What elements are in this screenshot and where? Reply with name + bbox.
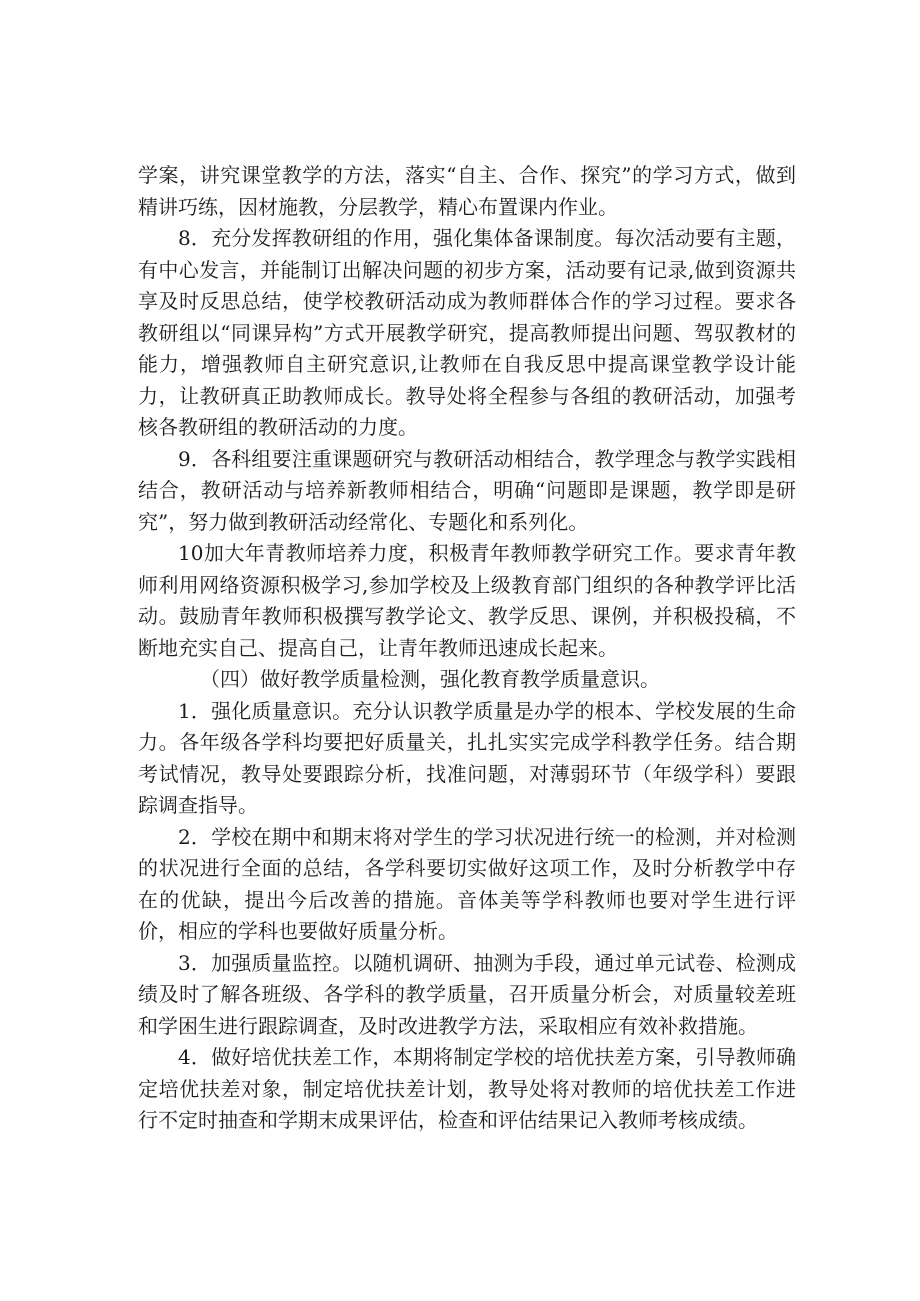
paragraph-item-9	[138, 444, 796, 539]
item-number: 4	[178, 1045, 191, 1069]
item-number: 2	[178, 824, 191, 849]
item-number: 10	[178, 541, 204, 565]
document-body	[138, 160, 796, 1137]
item-number: 9	[178, 446, 191, 471]
item-number: 1	[178, 698, 191, 723]
paragraph-text: ．做好培优扶差工作，本期将制定学校的培优扶差方案，引导教师确定培优扶差对象，制定培优扶差计划，教导处将对教师的培优扶差工作进行不定时抽查和学期末成果评估，检查和评估结果记入教师考核成绩。	[138, 1045, 796, 1132]
paragraph-item-2	[138, 822, 796, 948]
paragraph-text: 学案，讲究课堂教学的方法，落实“自主、合作、探究”的学习方式，做到精讲巧练，因材施教，分层教学，精心布置课内作业。	[138, 163, 796, 219]
paragraph-text: ．各科组要注重课题研究与教研活动相结合，教学理念与教学实践相结合，教研活动与培养新教师相结合，明确“问题即是课题，教学即是研究”，努力做到教研活动经常化、专题化和系列化。	[138, 446, 796, 534]
item-number: 3	[178, 950, 191, 975]
paragraph-text: 加大年青教师培养力度，积极青年教师教学研究工作。要求青年教师利用网络资源积极学习,参加学校及上级教育部门组织的各种教学评比活动。鼓励青年教师积极撰写教学论文、教学反思、课例，并积极投稿，不断地充实自己、提高自己，让青年教师迅速成长起来。	[138, 541, 796, 660]
paragraph-continuation	[138, 160, 796, 223]
section-heading-text: （四）做好教学质量检测，强化教育教学质量意识。	[200, 667, 660, 691]
paragraph-text: ．学校在期中和期末将对学生的学习状况进行统一的检测，并对检测的状况进行全面的总结，各学科要切实做好这项工作，及时分析教学中存在的优缺，提出今后改善的措施。音体美等学科教师也要对学生进行评价，相应的学科也要做好质量分析。	[138, 824, 796, 943]
paragraph-item-4	[138, 1042, 796, 1137]
paragraph-item-10	[138, 538, 796, 664]
paragraph-text: ．充分发挥教研组的作用，强化集体备课制度。每次活动要有主题，有中心发言，并能制订出解决问题的初步方案，活动要有记录,做到资源共享及时反思总结，使学校教研活动成为教师群体合作的学习过程。要求各教研组以“同课异构”方式开展教学研究，提高教师提出问题、驾驭教材的能力，增强教师自主研究意识,让教师在自我反思中提高课堂教学设计能力，让教研真正助教师成长。教导处将全程参与各组的教研活动，加强考核各教研组的教研活动的力度。	[138, 226, 796, 439]
section-heading	[138, 664, 796, 696]
paragraph-text: ．加强质量监控。以随机调研、抽测为手段，通过单元试卷、检测成绩及时了解各班级、各学科的教学质量，召开质量分析会，对质量较差班和学困生进行跟踪调查，及时改进教学方法，采取相应有效补救措施。	[138, 950, 796, 1038]
paragraph-item-3	[138, 948, 796, 1043]
paragraph-item-1	[138, 696, 796, 822]
paragraph-text: ．强化质量意识。充分认识教学质量是办学的根本、学校发展的生命力。各年级各学科均要把好质量关，扎扎实实完成学科教学任务。结合期考试情况，教导处要跟踪分析，找准问题，对薄弱环节（年级学科）要跟踪调查指导。	[138, 698, 796, 817]
item-number: 8	[178, 226, 191, 250]
paragraph-item-8	[138, 223, 796, 444]
